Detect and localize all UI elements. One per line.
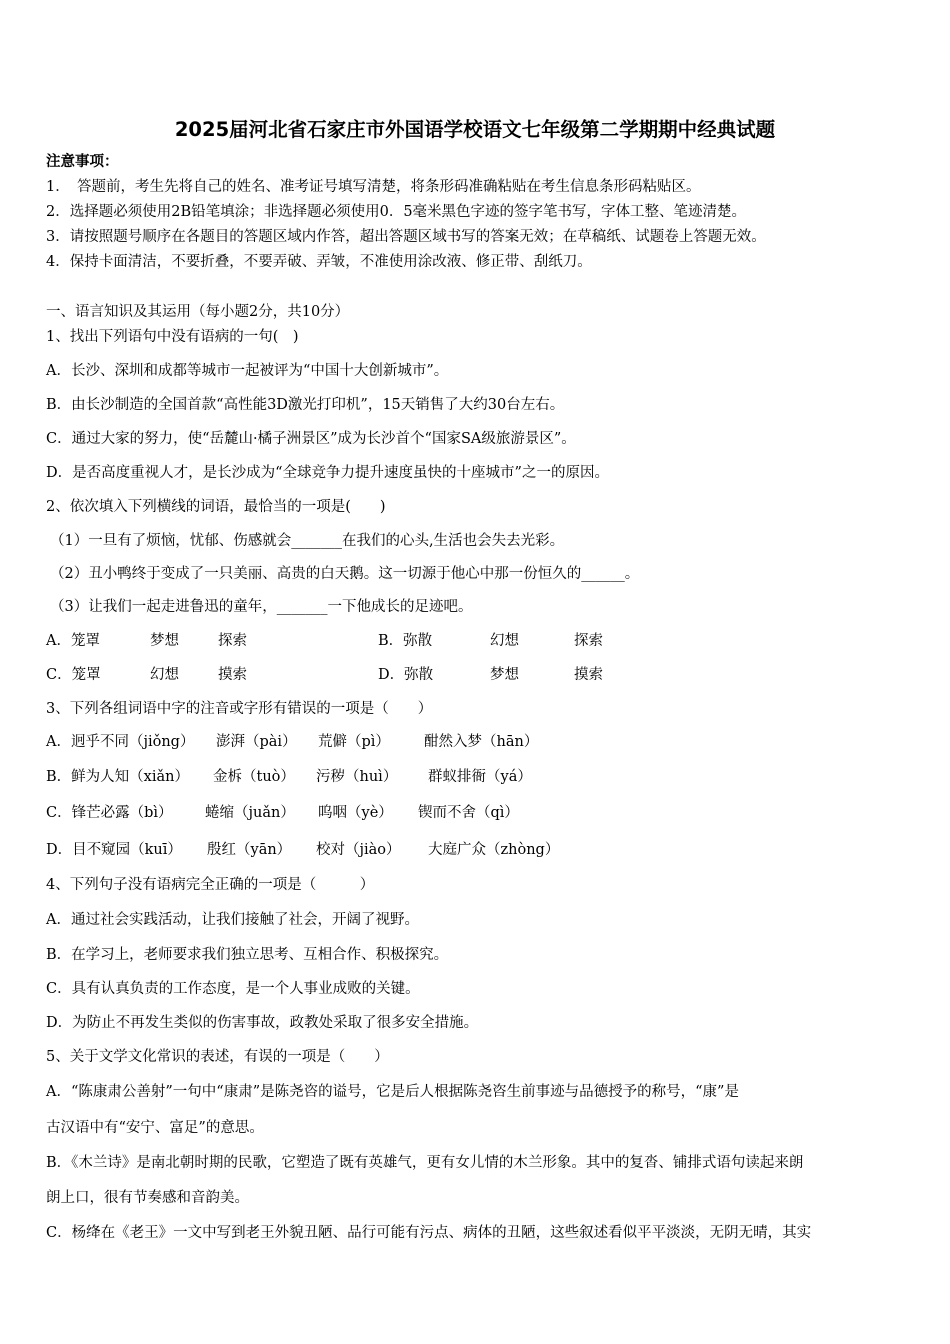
question-5-stem: 5、关于文学文化常识的表述，有误的一项是（ ） bbox=[46, 1049, 389, 1065]
question-3-option-a-word-1: A．迥乎不同（jiǒng） bbox=[46, 734, 195, 750]
question-4-option-b: B．在学习上，老师要求我们独立思考、互相合作、积极探究。 bbox=[46, 947, 449, 963]
question-1-option-b: B．由长沙制造的全国首款“高性能3D激光打印机”，15天销售了大约30台左右。 bbox=[46, 397, 565, 413]
question-3-option-b-word-1: B．鲜为人知（xiǎn） bbox=[46, 769, 189, 785]
question-2-option-a-word-2: 梦想 bbox=[150, 633, 179, 649]
question-5-option-b-line-1: B．《木兰诗》是南北朝时期的民歌，它塑造了既有英雄气，更有女儿情的木兰形象。其中的复沓、铺排式语句读起来朗 bbox=[46, 1155, 804, 1171]
notes-heading: 注意事项： bbox=[46, 153, 119, 170]
question-2-sentence-3: （3）让我们一起走进鲁迅的童年，_______一下他成长的足迹吧。 bbox=[50, 599, 473, 615]
question-2-option-d-word-3: 摸索 bbox=[574, 667, 603, 683]
question-3-stem: 3、下列各组词语中字的注音或字形有错误的一项是（ ） bbox=[46, 701, 433, 717]
question-2-option-b-word-2: 幻想 bbox=[490, 633, 519, 649]
question-2-option-a-word-3: 探索 bbox=[218, 633, 247, 649]
question-3-option-b-word-2: 金柝（tuò） bbox=[213, 769, 295, 785]
question-2-stem: 2、依次填入下列横线的词语，最恰当的一项是( ) bbox=[46, 499, 386, 515]
question-5-option-a-line-2: 古汉语中有“安宁、富足”的意思。 bbox=[46, 1120, 264, 1136]
question-1-option-d: D．是否高度重视人才，是长沙成为“全球竞争力提升速度虽快的十座城市”之一的原因。 bbox=[46, 465, 609, 481]
question-2-option-c-word-2: 幻想 bbox=[150, 667, 179, 683]
question-3-option-a-word-2: 澎湃（pài） bbox=[216, 734, 297, 750]
question-1-option-a: A．长沙、深圳和成都等城市一起被评为“中国十大创新城市”。 bbox=[46, 363, 449, 379]
question-3-option-d-word-2: 殷红（yān） bbox=[207, 842, 292, 858]
question-5-option-c-line-1: C．杨绛在《老王》一文中写到老王外貌丑陋、品行可能有污点、病体的丑陋，这些叙述看似平平淡淡，无阴无晴，其实 bbox=[46, 1225, 812, 1241]
question-2-option-b-label: B．弥散 bbox=[378, 633, 433, 649]
question-4-option-a: A．通过社会实践活动，让我们接触了社会，开阔了视野。 bbox=[46, 912, 419, 928]
question-3-option-b-word-4: 群蚁排衙（yá） bbox=[428, 769, 532, 785]
question-3-option-d-word-1: D．目不窥园（kuī） bbox=[46, 842, 182, 858]
note-item-4: 4．保持卡面清洁，不要折叠，不要弄破、弄皱，不准使用涂改液、修正带、刮纸刀。 bbox=[46, 254, 592, 270]
question-3-option-a-word-4: 酣然入梦（hān） bbox=[424, 734, 539, 750]
question-1-option-c: C．通过大家的努力，使“岳麓山·橘子洲景区”成为长沙首个“国家SA级旅游景区”。 bbox=[46, 431, 576, 447]
question-2-sentence-1: （1）一旦有了烦恼，忧郁、伤感就会_______在我们的心头,生活也会失去光彩。 bbox=[50, 533, 565, 549]
question-3-option-b-word-3: 污秽（huì） bbox=[316, 769, 398, 785]
question-4-option-c: C．具有认真负责的工作态度，是一个人事业成败的关键。 bbox=[46, 981, 420, 997]
question-3-option-c-word-2: 蜷缩（juǎn） bbox=[205, 805, 295, 821]
question-2-option-d-label: D．弥散 bbox=[378, 667, 434, 683]
question-2-option-b-word-3: 探索 bbox=[574, 633, 603, 649]
note-item-2: 2．选择题必须使用2B铅笔填涂；非选择题必须使用0．5毫米黑色字迹的签字笔书写，字体工整、笔迹清楚。 bbox=[46, 204, 747, 220]
section-heading: 一、语言知识及其运用（每小题2分，共10分） bbox=[46, 304, 350, 320]
question-1-stem: 1、找出下列语句中没有语病的一句( ) bbox=[46, 329, 299, 345]
note-item-1: 1． 答题前，考生先将自己的姓名、准考证号填写清楚，将条形码准确粘贴在考生信息条形码粘贴区。 bbox=[46, 179, 701, 195]
question-3-option-c-word-4: 锲而不舍（qì） bbox=[418, 805, 519, 821]
question-4-stem: 4、下列句子没有语病完全正确的一项是（ ） bbox=[46, 877, 375, 893]
question-2-option-d-word-2: 梦想 bbox=[490, 667, 519, 683]
page-title: 2025届河北省石家庄市外国语学校语文七年级第二学期期中经典试题 bbox=[174, 118, 776, 141]
question-3-option-c-word-1: C．锋芒必露（bì） bbox=[46, 805, 173, 821]
question-4-option-d: D．为防止不再发生类似的伤害事故，政教处采取了很多安全措施。 bbox=[46, 1015, 479, 1031]
question-2-option-a-label: A．笼罩 bbox=[46, 633, 100, 649]
note-item-3: 3．请按照题号顺序在各题目的答题区域内作答，超出答题区域书写的答案无效；在草稿纸、试题卷上答题无效。 bbox=[46, 229, 766, 245]
question-3-option-a-word-3: 荒僻（pì） bbox=[318, 734, 390, 750]
question-5-option-b-line-2: 朗上口，很有节奏感和音韵美。 bbox=[46, 1190, 249, 1206]
question-2-sentence-2: （2）丑小鸭终于变成了一只美丽、高贵的白天鹅。这一切源于他心中那一份恒久的______。 bbox=[50, 566, 640, 582]
question-5-option-a-line-1: A．“陈康肃公善射”一句中“康肃”是陈尧咨的谥号，它是后人根据陈尧咨生前事迹与品德授予的称号，“康”是 bbox=[46, 1084, 739, 1100]
question-3-option-d-word-3: 校对（jiào） bbox=[316, 842, 401, 858]
question-2-option-c-label: C．笼罩 bbox=[46, 667, 101, 683]
question-2-option-c-word-3: 摸索 bbox=[218, 667, 247, 683]
question-3-option-d-word-4: 大庭广众（zhòng） bbox=[428, 842, 560, 858]
question-3-option-c-word-3: 呜咽（yè） bbox=[318, 805, 393, 821]
